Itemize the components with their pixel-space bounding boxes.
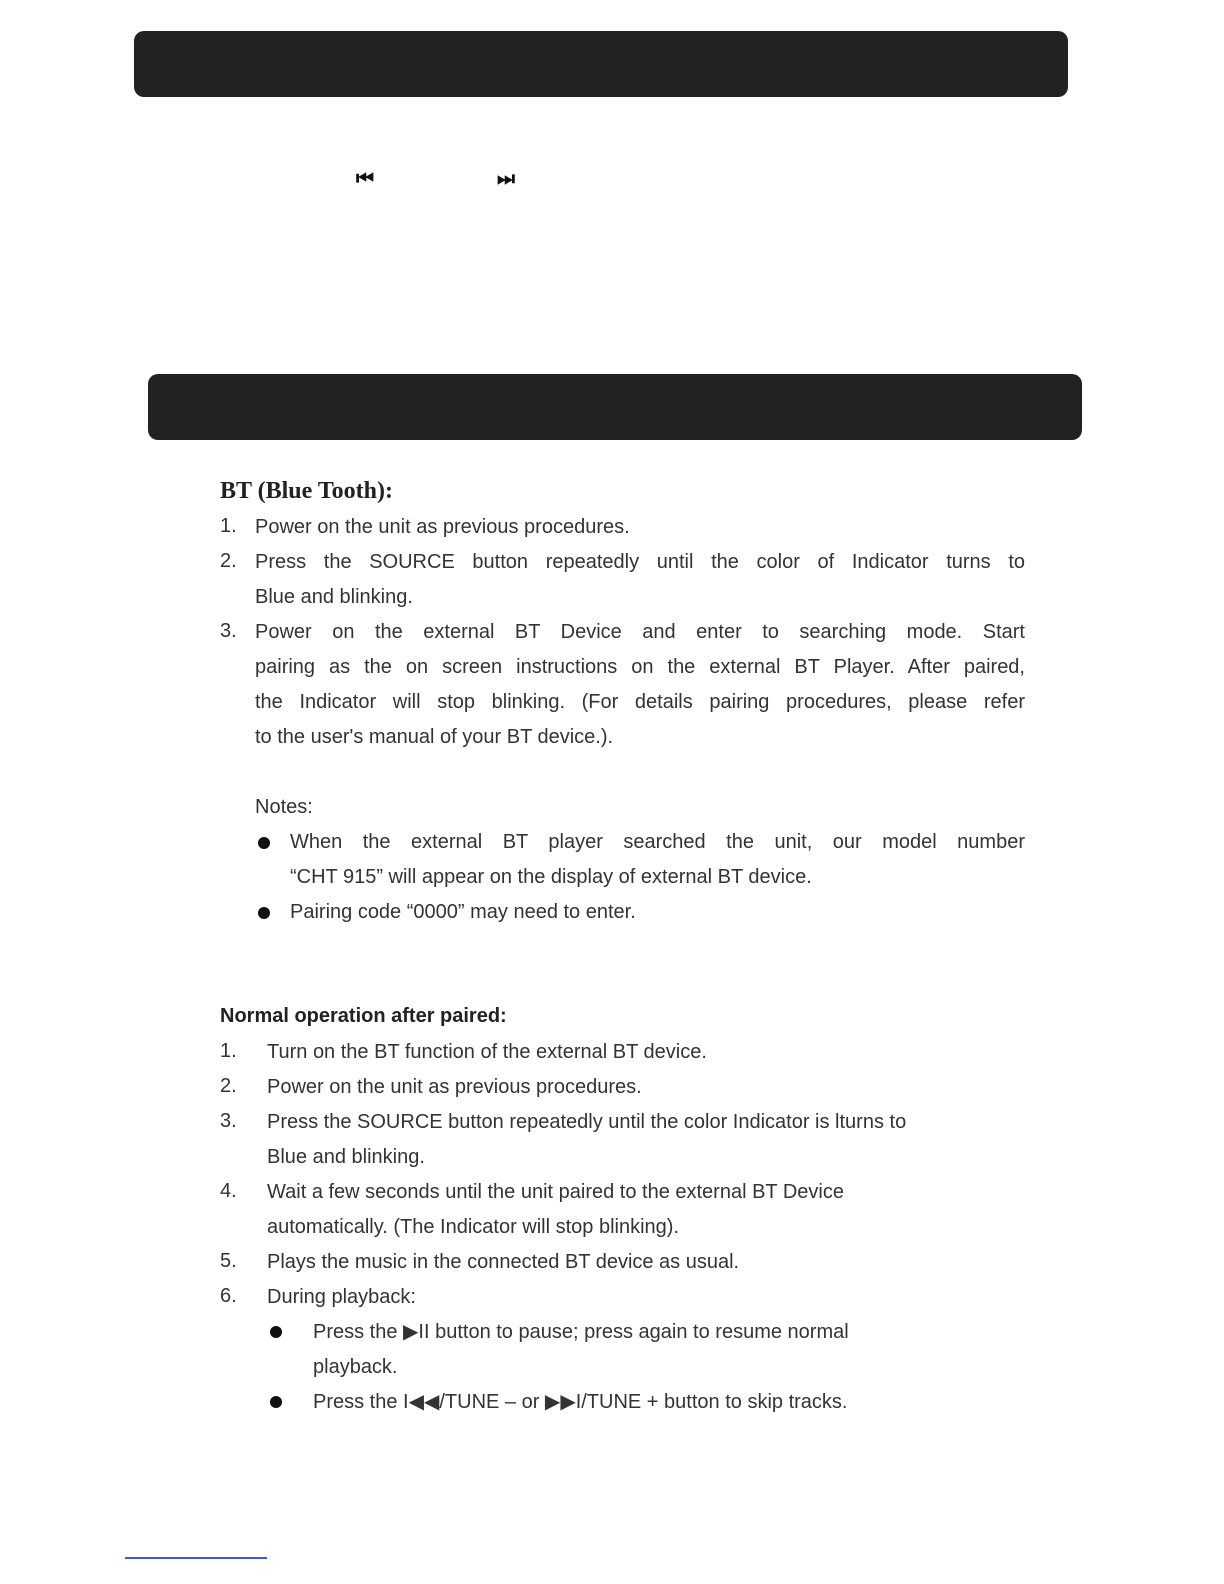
normal-step-text: Power on the unit as previous procedures.	[267, 1076, 642, 1098]
bt-step-text: Power on the unit as previous procedures.	[255, 516, 630, 538]
bt-step-number: 3.	[220, 620, 237, 642]
note-text: “CHT 915” will appear on the display of external BT device.	[290, 866, 812, 888]
bt-step-text: Blue and blinking.	[255, 586, 413, 608]
skip-previous-icon: ⏮	[356, 168, 371, 190]
normal-step-text: Plays the music in the connected BT device as usual.	[267, 1251, 740, 1273]
bt-step-number: 2.	[220, 550, 237, 572]
normal-step-number: 3.	[220, 1110, 237, 1132]
normal-step-number: 4.	[220, 1180, 237, 1202]
bt-step-number: 1.	[220, 515, 237, 537]
normal-step-number: 6.	[220, 1285, 237, 1307]
normal-step-text: Blue and blinking.	[267, 1146, 425, 1168]
normal-step-number: 1.	[220, 1040, 237, 1062]
bt-heading: BT (Blue Tooth):	[220, 478, 393, 504]
bt-step-text: to the user's manual of your BT device.).	[255, 726, 614, 748]
playback-bullet-text: Press the ▶II button to pause; press again to resume normal	[313, 1321, 849, 1343]
normal-step-text: During playback:	[267, 1286, 416, 1308]
bullet-dot	[258, 837, 270, 849]
playback-bullet-text: Press the I◀◀/TUNE – or ▶▶I/TUNE + button to skip tracks.	[313, 1391, 848, 1413]
normal-step-number: 5.	[220, 1250, 237, 1272]
footer-underline	[125, 1557, 267, 1559]
note-text: Pairing code “0000” may need to enter.	[290, 901, 636, 923]
bullet-dot	[270, 1326, 282, 1338]
normal-step-text: automatically. (The Indicator will stop blinking).	[267, 1216, 680, 1238]
skip-next-icon: ⏭	[497, 168, 512, 190]
normal-step-text: Wait a few seconds until the unit paired to the external BT Device	[267, 1181, 844, 1203]
section-header-bar-bt	[148, 374, 1082, 440]
normal-operation-heading: Normal operation after paired:	[220, 1005, 507, 1027]
bt-step-text: the Indicator will stop blinking. (For details pairing procedures, please refer	[255, 691, 1025, 713]
bullet-dot	[270, 1396, 282, 1408]
normal-step-number: 2.	[220, 1075, 237, 1097]
normal-step-text: Turn on the BT function of the external BT device.	[267, 1041, 707, 1063]
bt-step-text: Power on the external BT Device and enter to searching mode. Start	[255, 621, 1025, 643]
normal-step-text: Press the SOURCE button repeatedly until the color Indicator is lturns to	[267, 1111, 907, 1133]
note-text: When the external BT player searched the unit, our model number	[290, 831, 1025, 853]
playback-bullet-text: playback.	[313, 1356, 398, 1378]
notes-label: Notes:	[255, 796, 313, 818]
bullet-dot	[258, 907, 270, 919]
section-header-bar-top	[134, 31, 1068, 97]
bt-step-text: Press the SOURCE button repeatedly until the color of Indicator turns to	[255, 551, 1025, 573]
bt-step-text: pairing as the on screen instructions on the external BT Player. After paired,	[255, 656, 1025, 678]
